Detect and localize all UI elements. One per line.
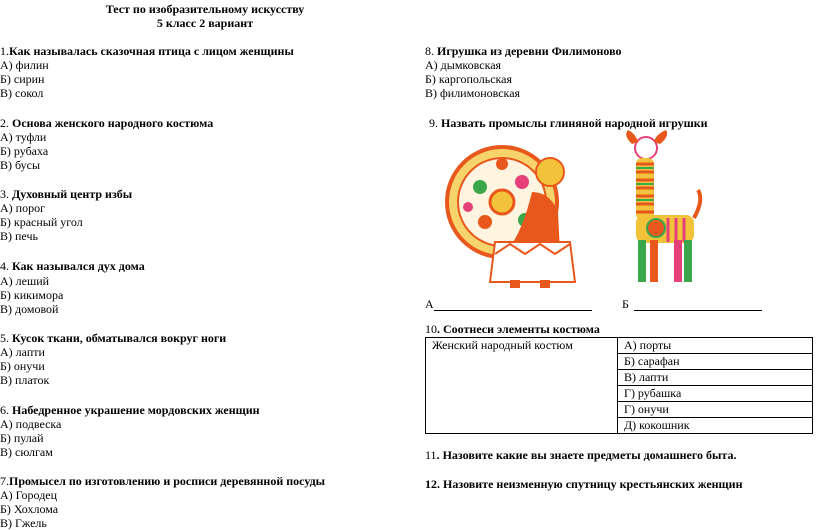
page-title: Тест по изобразительному искусству xyxy=(105,2,305,16)
answer-line-a[interactable] xyxy=(434,310,592,311)
question-6-option-a: А) подвеска xyxy=(0,417,62,431)
question-8-option-a: А) дымковская xyxy=(425,58,502,72)
question-6-option-c: В) сюлгам xyxy=(0,445,53,459)
question-8-option-b: Б) каргопольская xyxy=(425,72,513,86)
costume-item: Б) сарафан xyxy=(618,354,813,370)
question-4-option-c: В) домовой xyxy=(0,302,59,316)
question-4-option-a: А) леший xyxy=(0,274,50,288)
question-6-option-b: Б) пулай xyxy=(0,431,44,445)
question-1-option-b: Б) сирин xyxy=(0,72,45,86)
filimonovo-toy-image xyxy=(618,130,708,285)
question-8-heading: 8. Игрушка из деревни Филимоново xyxy=(425,44,622,58)
page-subtitle: 5 класс 2 вариант xyxy=(156,16,254,30)
answer-label-a: А xyxy=(425,297,434,311)
question-3-option-b: Б) красный угол xyxy=(0,215,83,229)
question-12-heading: 12. Назовите неизменную спутницу крестьянских женщин xyxy=(425,477,743,491)
question-5-heading: 5. Кусок ткани, обматывался вокруг ноги xyxy=(0,331,227,345)
question-11-heading: 11. Назовите какие вы знаете предметы домашнего быта. xyxy=(425,448,737,462)
question-9-heading: 9. Назвать промыслы глиняной народной игрушки xyxy=(429,116,708,130)
costume-item: Д) кокошник xyxy=(618,418,813,434)
question-2-heading: 2. Основа женского народного костюма xyxy=(0,116,214,130)
costume-item: Г) рубашка xyxy=(618,386,813,402)
question-1-option-a: А) филин xyxy=(0,58,49,72)
question-2-option-c: В) бусы xyxy=(0,158,41,172)
answer-line-b[interactable] xyxy=(634,310,762,311)
question-1-heading: 1.Как называлась сказочная птица с лицом женщины xyxy=(0,44,294,58)
question-3-heading: 3. Духовный центр избы xyxy=(0,187,133,201)
question-4-option-b: Б) кикимора xyxy=(0,288,64,302)
question-8-option-c: В) филимоновская xyxy=(425,86,521,100)
question-7-option-b: Б) Хохлома xyxy=(0,502,59,516)
question-4-heading: 4. Как назывался дух дома xyxy=(0,259,145,273)
question-7-option-a: А) Городец xyxy=(0,488,58,502)
answer-label-b: Б xyxy=(622,297,629,311)
question-5-option-a: А) лапти xyxy=(0,345,45,359)
question-7-option-c: В) Гжель xyxy=(0,516,47,530)
question-1-option-c: В) сокол xyxy=(0,86,44,100)
question-5-option-b: Б) онучи xyxy=(0,359,45,373)
costume-item: В) лапти xyxy=(618,370,813,386)
question-2-option-a: А) туфли xyxy=(0,130,47,144)
question-2-option-b: Б) рубаха xyxy=(0,144,49,158)
question-10-heading: 10. Соотнеси элементы костюма xyxy=(425,322,600,336)
dymkovo-turkey-toy-image xyxy=(440,132,600,292)
costume-matching-table xyxy=(425,337,813,434)
question-7-heading: 7.Промысел по изготовлению и росписи деревянной посуды xyxy=(0,474,326,488)
costume-item: Г) онучи xyxy=(618,402,813,418)
costume-table-left-cell: Женский народный костюм xyxy=(426,338,618,434)
question-3-option-c: В) печь xyxy=(0,229,38,243)
question-5-option-c: В) платок xyxy=(0,373,50,387)
question-3-option-a: А) порог xyxy=(0,201,46,215)
costume-item: А) порты xyxy=(618,338,813,354)
question-6-heading: 6. Набедренное украшение мордовских женщин xyxy=(0,403,260,417)
